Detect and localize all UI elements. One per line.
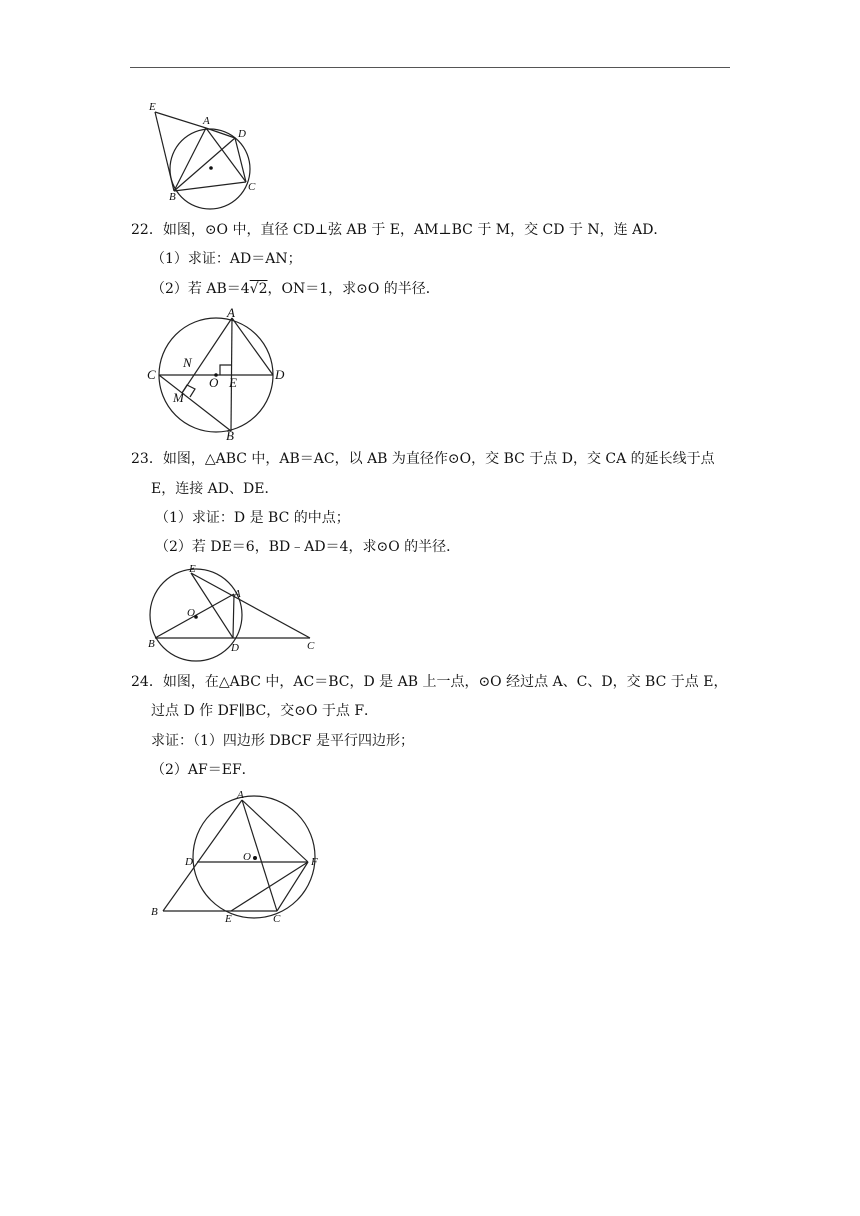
label-B: B — [226, 428, 234, 443]
label-A: A — [203, 115, 210, 127]
label-D: D — [185, 856, 193, 868]
label-E: E — [149, 101, 156, 113]
q24-stem-line2: 过点 D 作 DF∥BC，交⊙O 于点 F． — [151, 703, 379, 719]
label-A: A — [237, 789, 244, 801]
figure-q22 — [145, 305, 290, 445]
label-C: C — [307, 640, 315, 652]
label-E: E — [229, 375, 237, 390]
q22-stem: 22．如图，⊙O 中，直径 CD⊥弦 AB 于 E，AM⊥BC 于 M，交 CD 于 N，连 AD． — [131, 222, 668, 238]
label-D: D — [231, 642, 239, 654]
sqrt-two: √2 — [249, 281, 268, 297]
q22-part2: （2）若 AB＝4√2，ON＝1，求⊙O 的半径． — [151, 281, 440, 297]
label-B: B — [148, 638, 155, 650]
q23-part1: （1）求证：D 是 BC 的中点； — [155, 510, 350, 526]
label-M: M — [173, 390, 184, 405]
label-B: B — [169, 191, 176, 203]
label-A: A — [227, 305, 235, 320]
q24-part1: 求证：（1）四边形 DBCF 是平行四边形； — [151, 733, 415, 749]
label-D: D — [275, 367, 285, 382]
label-C: C — [147, 367, 156, 382]
q23-part2: （2）若 DE＝6，BD﹣AD＝4，求⊙O 的半径． — [155, 539, 461, 555]
header-rule — [130, 67, 730, 68]
label-O: O — [243, 851, 251, 863]
q23-stem-line1: 23．如图，△ABC 中，AB＝AC，以 AB 为直径作⊙O，交 BC 于点 D，交 CA 的延长线于点 — [131, 451, 715, 467]
q22-part1: （1）求证：AD＝AN； — [151, 251, 302, 267]
label-E: E — [189, 563, 196, 575]
q24-part2: （2）AF＝EF． — [151, 762, 256, 778]
figure-q24 — [148, 788, 328, 928]
label-O: O — [209, 375, 219, 390]
label-N: N — [183, 355, 192, 370]
figure-q23 — [145, 563, 325, 665]
label-E: E — [225, 913, 232, 925]
q24-stem-line1: 24．如图，在△ABC 中，AC＝BC，D 是 AB 上一点，⊙O 经过点 A、C、D，交 BC 于点 E， — [131, 674, 728, 690]
q23-stem-line2: E，连接 AD、DE． — [151, 481, 279, 497]
label-C: C — [248, 181, 256, 193]
label-A: A — [234, 588, 241, 600]
label-B: B — [151, 906, 158, 918]
label-F: F — [311, 856, 318, 868]
label-O: O — [187, 607, 195, 619]
label-D: D — [238, 128, 246, 140]
label-C: C — [273, 913, 281, 925]
figure-q21 — [145, 100, 265, 205]
